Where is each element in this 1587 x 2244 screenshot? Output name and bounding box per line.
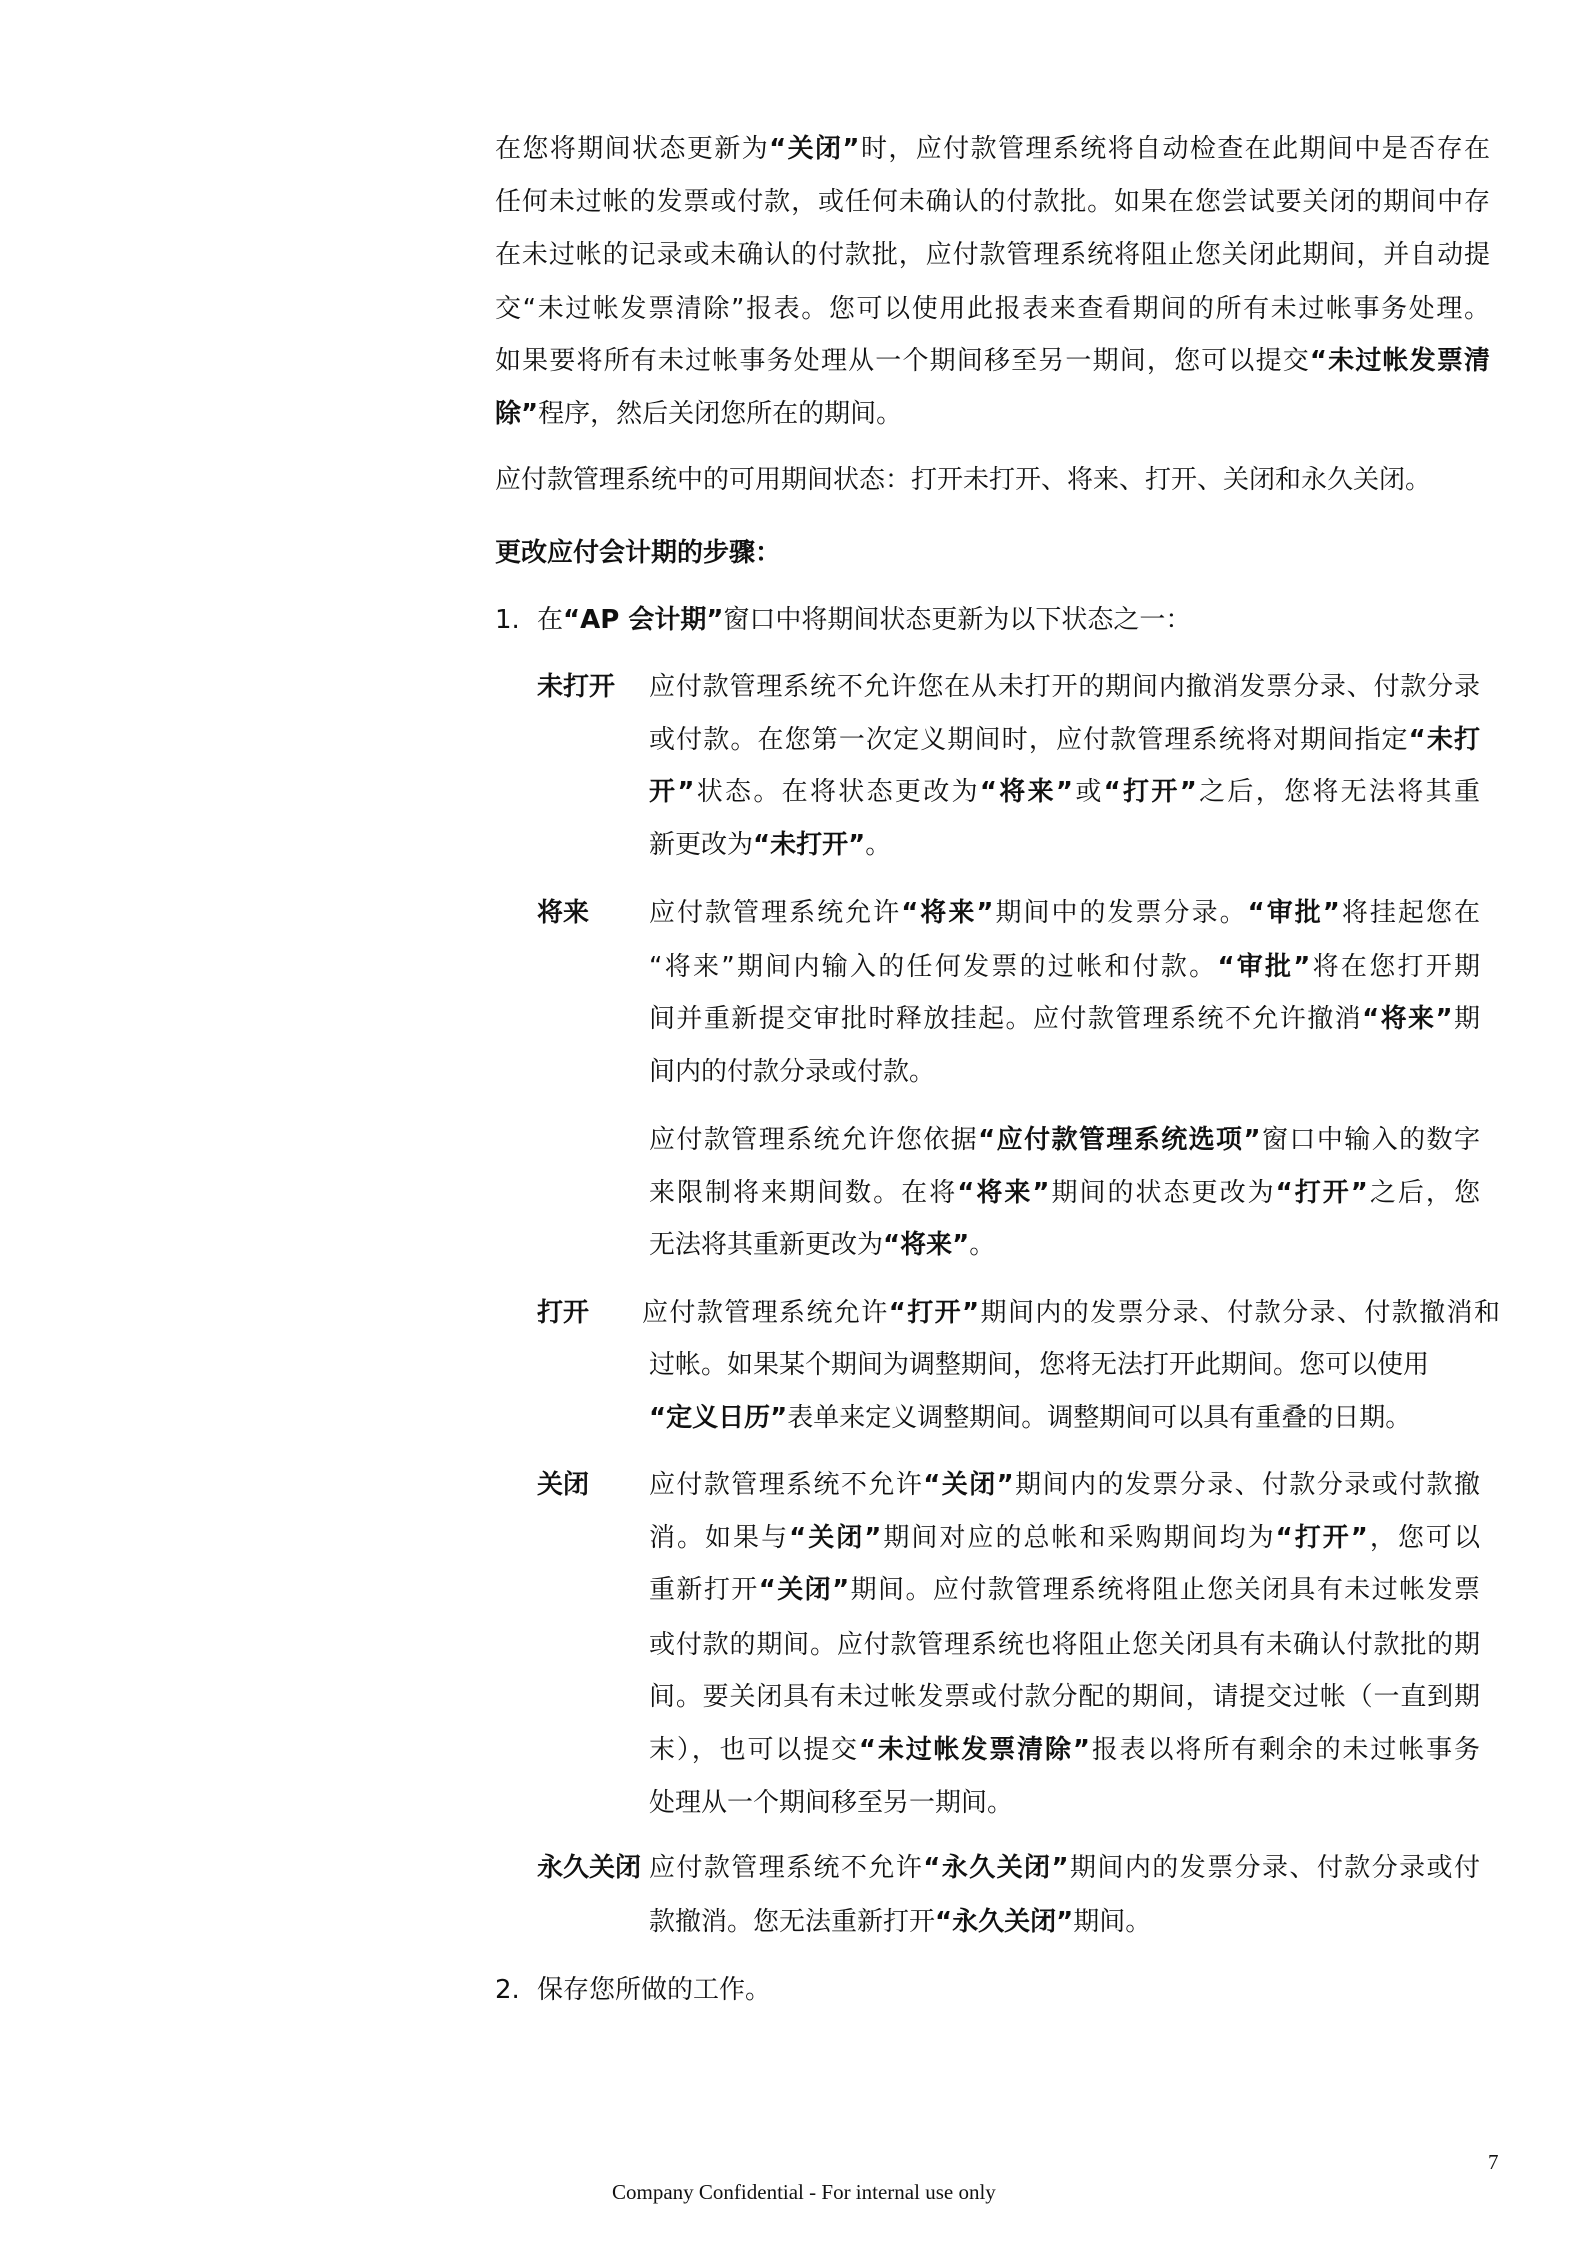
text-line [649, 1680, 1480, 1714]
text-line [649, 1573, 1480, 1607]
text-line [649, 1628, 1480, 1662]
text-run: 或付款的期间。应付款管理系统也将阻止您关闭具有未确认付款批的期 [649, 1630, 1480, 1660]
bold-term: “永久关闭” [923, 1853, 1069, 1883]
text-line [495, 185, 1490, 219]
bold-term: “打开” [1275, 1523, 1368, 1553]
bold-term: “将来” [979, 777, 1074, 807]
text-run: 状态。在将状态更改为 [694, 777, 980, 807]
bold-term: “定义日历” [649, 1403, 788, 1433]
text-line [649, 1786, 1013, 1820]
text-run: 或 [1073, 777, 1104, 807]
text-run: 报表以将所有剩余的未过帐事务 [1089, 1735, 1480, 1765]
text-run: 应付款管理系统允许 [649, 898, 902, 928]
text-line [495, 132, 1490, 166]
status-label-permanently-closed: 永久关闭 [537, 1853, 642, 1883]
text-run: 应付款管理系统允许 [642, 1298, 889, 1328]
text-run: 期间内的发票分录、付款分录或付款撤 [1013, 1470, 1480, 1500]
text-run: 将在您打开期 [1310, 952, 1480, 982]
status-label-closed: 关闭 [537, 1470, 590, 1500]
bold-term: “审批” [1217, 952, 1311, 982]
text-line [649, 1228, 995, 1262]
text-line [649, 1521, 1480, 1555]
text-run: 消。如果与 [649, 1523, 790, 1553]
text-line [649, 723, 1480, 757]
text-line [649, 1401, 1411, 1435]
text-line [537, 603, 1191, 637]
bold-term: “将来” [1362, 1004, 1453, 1034]
text-line [649, 950, 1480, 984]
text-run: 无法将其重新更改为 [649, 1230, 884, 1260]
text-run: 期间内的发票分录、付款分录、付款撤消和 [979, 1298, 1500, 1328]
text-line [649, 1348, 1429, 1382]
section-heading [495, 536, 781, 570]
bold-term: “关闭” [769, 134, 860, 164]
text-run: 表单来定义调整期间。调整期间可以具有重叠的日期。 [787, 1403, 1412, 1433]
bold-term: “关闭” [789, 1523, 882, 1553]
text-run: ，您可以 [1367, 1523, 1480, 1553]
status-label-never-opened: 未打开 [537, 672, 616, 702]
bold-term: 更改应付会计期的步骤： [495, 538, 782, 568]
text-run: 如果要将所有未过帐事务处理从一个期间移至另一期间，您可以提交 [495, 346, 1310, 376]
text-run: 应付款管理系统不允许您在从未打开的期间内撤消发票分录、付款分录 [649, 672, 1480, 702]
text-run: 期间内的发票分录、付款分录或付 [1068, 1853, 1480, 1883]
bold-term: “未过帐发票清 [1309, 346, 1490, 376]
text-run: 新更改为 [649, 830, 754, 860]
text-line [495, 292, 1490, 326]
list-number-1: 1. [495, 605, 520, 635]
text-run: 间并重新提交审批时释放挂起。应付款管理系统不允许撤消 [649, 1004, 1363, 1034]
text-run: 。 [969, 1230, 996, 1260]
status-label-open: 打开 [537, 1298, 590, 1328]
text-line [649, 1905, 1151, 1939]
text-run: 期间的状态更改为 [1049, 1178, 1276, 1208]
bold-term: “未打 [1408, 725, 1480, 755]
bold-term: “将来” [883, 1230, 970, 1260]
text-line [537, 1973, 771, 2007]
list-number-2: 2. [495, 1975, 520, 2005]
text-run: 。 [865, 830, 892, 860]
text-line [495, 238, 1490, 272]
bold-term: “关闭” [923, 1470, 1014, 1500]
text-run: 过帐。如果某个期间为调整期间，您将无法打开此期间。您可以使用 [649, 1350, 1430, 1380]
text-line [649, 1123, 1480, 1157]
text-run: 或付款。在您第一次定义期间时，应付款管理系统将对期间指定 [649, 725, 1409, 755]
text-line [649, 1733, 1480, 1767]
text-run: 应付款管理系统允许您依据 [649, 1125, 979, 1155]
bold-term: 除” [495, 399, 539, 429]
text-line [495, 397, 902, 431]
text-line [649, 1176, 1480, 1210]
bold-term: “应付款管理系统选项” [978, 1125, 1261, 1155]
text-run: “将来”期间内输入的任何发票的过帐和付款。 [649, 952, 1218, 982]
page-number: 7 [1488, 2150, 1499, 2174]
text-run: 之后，您 [1367, 1178, 1480, 1208]
text-line [649, 775, 1480, 809]
text-run: 在未过帐的记录或未确认的付款批，应付款管理系统将阻止您关闭此期间，并自动提 [495, 240, 1490, 270]
text-run: 应付款管理系统不允许 [649, 1470, 924, 1500]
bold-term: “未过帐发票清除” [858, 1735, 1090, 1765]
text-run: 应付款管理系统不允许 [649, 1853, 924, 1883]
text-line [649, 1002, 1480, 1036]
text-line [495, 344, 1490, 378]
bold-term: “未打开” [753, 830, 866, 860]
text-line [649, 896, 1480, 930]
text-run: 间。要关闭具有未过帐发票或付款分配的期间，请提交过帐（一直到期 [649, 1682, 1480, 1712]
text-run: 期间对应的总帐和采购期间均为 [881, 1523, 1276, 1553]
text-run: 期间中的发票分录。 [993, 898, 1248, 928]
text-line [649, 670, 1480, 704]
bold-term: “将来” [901, 898, 994, 928]
text-run: 时，应付款管理系统将自动检查在此期间中是否存在 [859, 134, 1490, 164]
text-run: 窗口中输入的数字 [1260, 1125, 1480, 1155]
bold-term: “永久关闭” [935, 1907, 1074, 1937]
text-run: 期 [1452, 1004, 1480, 1034]
text-run: 程序，然后关闭您所在的期间。 [538, 399, 903, 429]
text-line [649, 1055, 935, 1089]
bold-term: “打开” [1103, 777, 1197, 807]
bold-term: “打开” [1275, 1178, 1368, 1208]
text-run: 期间。 [1073, 1907, 1152, 1937]
text-run: 任何未过帐的发票或付款，或任何未确认的付款批。如果在您尝试要关闭的期间中存 [495, 187, 1490, 217]
text-run: 间内的付款分录或付款。 [649, 1057, 936, 1087]
text-run: 在 [537, 605, 564, 635]
bold-term: “打开” [888, 1298, 980, 1328]
text-line [495, 463, 1431, 497]
bold-term: “将来” [957, 1178, 1050, 1208]
text-run: 末），也可以提交 [649, 1735, 859, 1765]
text-line [642, 1296, 1500, 1330]
text-line [649, 1851, 1480, 1885]
text-run: 交“未过帐发票清除”报表。您可以使用此报表来查看期间的所有未过帐事务处理。 [495, 294, 1490, 324]
text-run: 保存您所做的工作。 [537, 1975, 772, 2005]
text-run: 处理从一个期间移至另一期间。 [649, 1788, 1014, 1818]
text-run: 重新打开 [649, 1575, 759, 1605]
footer-confidential: Company Confidential - For internal use only [612, 2180, 996, 2204]
text-run: 款撤消。您无法重新打开 [649, 1907, 936, 1937]
text-run: 来限制将来期间数。在将 [649, 1178, 958, 1208]
text-run: 窗口中将期间状态更新为以下状态之一： [723, 605, 1192, 635]
text-run: 之后，您将无法将其重 [1196, 777, 1480, 807]
text-line [649, 1468, 1480, 1502]
status-label-future: 将来 [537, 898, 590, 928]
bold-term: “关闭” [758, 1575, 850, 1605]
text-run: 应付款管理系统中的可用期间状态：打开未打开、将来、打开、关闭和永久关闭。 [495, 465, 1432, 495]
text-line [649, 828, 891, 862]
bold-term: “审批” [1247, 898, 1340, 928]
bold-term: 开” [649, 777, 695, 807]
text-run: 将挂起您在 [1339, 898, 1480, 928]
text-run: 期间。应付款管理系统将阻止您关闭具有未过帐发票 [849, 1575, 1480, 1605]
text-run: 在您将期间状态更新为 [495, 134, 770, 164]
bold-term: “AP 会计期” [563, 605, 724, 635]
